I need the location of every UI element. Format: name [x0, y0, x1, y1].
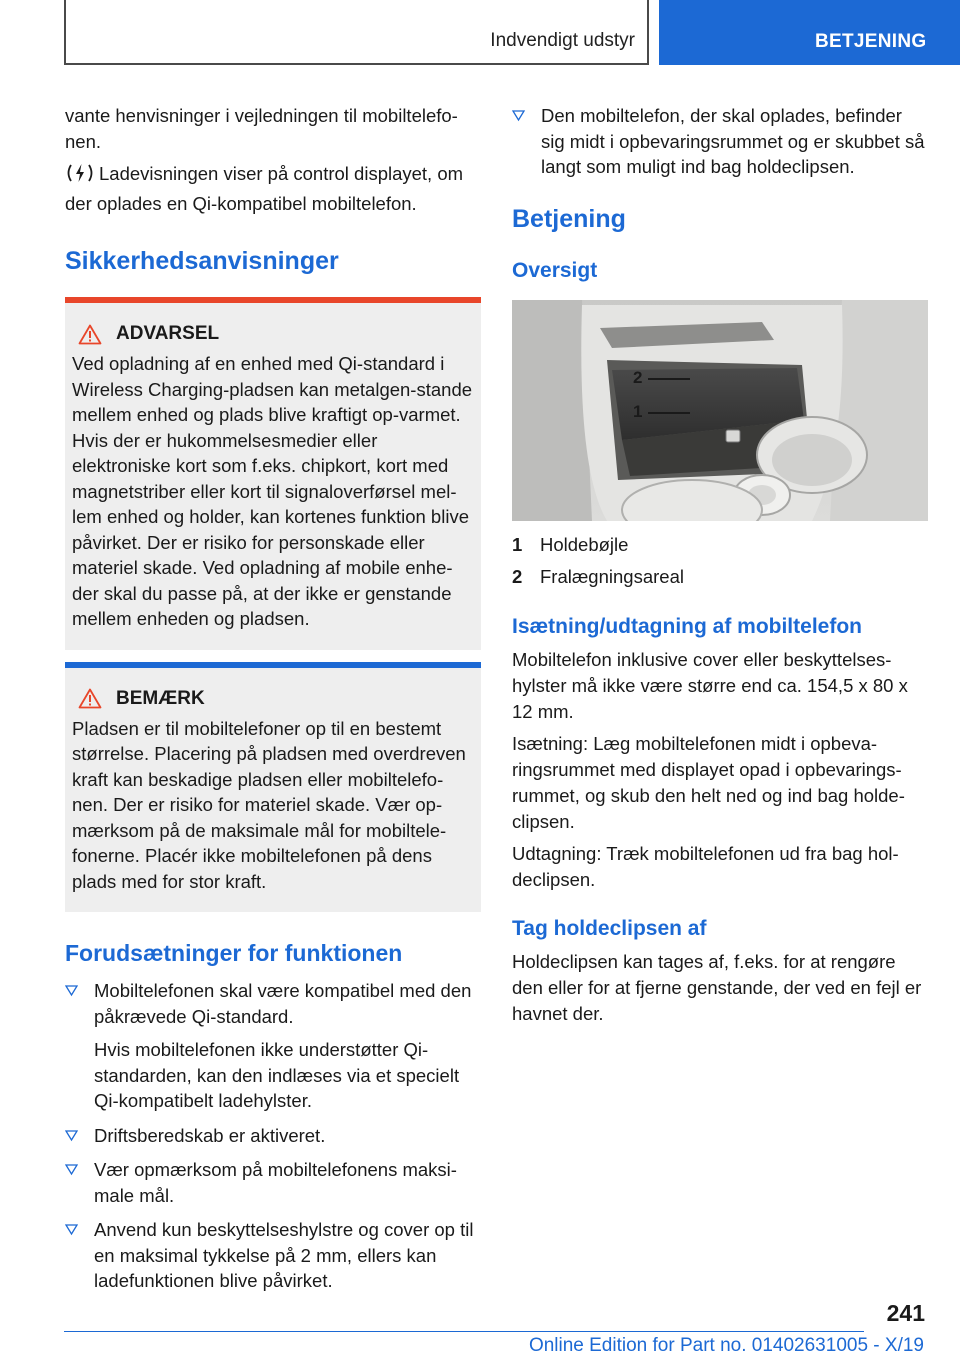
warning-box	[65, 297, 481, 650]
list-item-text: Driftsberedskab er aktiveret.	[94, 1124, 326, 1146]
list-item-text: Den mobiltelefon, der skal oplades, befinder sig midt i opbevaringsrummet og er skubbet så langt som muligt ind bag holdeclipsen.	[541, 105, 925, 177]
page-number: 241	[886, 1300, 925, 1326]
overview-heading: Oversigt	[512, 258, 598, 282]
triangle-bullet-icon	[65, 1223, 78, 1236]
triangle-bullet-icon	[65, 1163, 78, 1176]
right-column	[512, 103, 928, 1027]
footer-divider	[64, 1331, 864, 1332]
list-item	[512, 103, 928, 180]
chapter-title: Indvendigt udstyr	[490, 30, 635, 51]
legend-label: Holdebøjle	[540, 533, 629, 555]
list-item-subtext: Hvis mobiltelefonen ikke understøtter Qi-standarden, kan den indlæses via et specielt Qi-kompatibelt ladehylster.	[94, 1039, 460, 1111]
figure-legend	[512, 529, 928, 593]
indicator-paragraph	[65, 161, 481, 217]
note-label: BEMÆRK	[116, 687, 205, 709]
list-item-text: Mobiltelefonen skal være kompatibel med den påkrævede Qi-standard.	[94, 980, 472, 1027]
section-tab-label: BETJENING	[815, 31, 927, 52]
warning-header	[72, 323, 474, 345]
callout-1-leader	[648, 412, 690, 414]
legend-label: Fralægningsareal	[540, 565, 684, 587]
safety-heading: Sikkerhedsanvisninger	[65, 247, 339, 275]
note-header	[72, 688, 474, 710]
header-section-tab	[659, 0, 960, 65]
list-item	[65, 1123, 481, 1149]
insert-paragraph-3: Udtagning: Træk mobiltelefonen ud fra bag hol-declipsen.	[512, 842, 899, 890]
note-box	[65, 662, 481, 913]
operation-heading: Betjening	[512, 204, 626, 233]
header-chapter-box	[64, 0, 649, 65]
requirements-heading: Forudsætninger for funktionen	[65, 940, 403, 966]
left-column	[65, 103, 481, 1294]
list-item	[65, 1157, 481, 1208]
list-item-text: Vær opmærksom på mobiltelefonens maksi-male mål.	[94, 1159, 457, 1206]
charging-tray-photo	[512, 300, 928, 521]
indicator-text: Ladevisningen viser på control displayet, om der oplades en Qi-kompatibel mobiltelefon.	[65, 163, 464, 214]
insert-heading: Isætning/udtagning af mobiltelefon	[512, 614, 862, 638]
wireless-charging-icon	[65, 162, 95, 191]
legend-number: 2	[512, 565, 523, 587]
insert-paragraph-1: Mobiltelefon inklusive cover eller beskyttelses-hylster må ikke være større end ca. 154,5 x 80 x 12 mm.	[512, 648, 908, 722]
legend-item	[512, 561, 928, 593]
warning-triangle-icon	[78, 324, 102, 345]
list-item	[65, 1217, 481, 1294]
legend-item	[512, 529, 928, 561]
caution-triangle-icon	[78, 688, 102, 709]
remove-clip-paragraph: Holdeclipsen kan tages af, f.eks. for at rengøre den eller for at fjerne genstande, der ved en fejl er havnet der.	[512, 950, 922, 1024]
remove-clip-heading: Tag holdeclipsen af	[512, 916, 707, 940]
legend-number: 1	[512, 533, 523, 555]
list-item-text: Anvend kun beskyttelseshylstre og cover op til en maksimal tykkelse på 2 mm, ellers kan ladefunktionen blive påvirket.	[94, 1219, 474, 1291]
intro-text: vante henvisninger i vejledningen til mobiltelefo-nen.	[65, 105, 458, 152]
console-illustration	[512, 300, 928, 521]
triangle-bullet-icon	[512, 109, 525, 122]
callout-2: 2	[633, 367, 643, 387]
footer-edition-text: Online Edition for Part no. 01402631005 - X/19	[528, 1335, 924, 1356]
callout-2-leader	[648, 378, 690, 380]
warning-label: ADVARSEL	[116, 323, 220, 344]
warning-text: Ved opladning af en enhed med Qi-standard i Wireless Charging-pladsen kan metalgen-stande mellem enhed og plads blive kraftigt op-varmet. Hvis der er hukommelsesmedier eller elektroniske kort som f.eks. chipkort, kort med magnetstriber eller kort til signaloverførsel mel-lem enhed og holder, kan kortenes funktion blive påvirket. Der er risiko for personskade eller materiel skade. Ved opladning af mobile enhe-der skal du passe på, at der ikke er genstande mellem enheden og pladsen.	[72, 353, 473, 629]
triangle-bullet-icon	[65, 1129, 78, 1142]
requirements-list	[65, 978, 481, 1294]
insert-paragraph-2: Isætning: Læg mobiltelefonen midt i opbeva-ringsrummet med displayet opad i opbevarings-rummet, og skub den helt ned og ind bag holde-clipsen.	[512, 732, 905, 832]
triangle-bullet-icon	[65, 984, 78, 997]
list-item	[65, 978, 481, 1114]
note-text: Pladsen er til mobiltelefoner op til en bestemt størrelse. Placering på pladsen med overdreven kraft kan beskadige pladsen eller mobiltelefo-nen. Der er risiko for materiel skade. Vær op-mærksom på de maksimale mål for mobiltele-fonerne. Placér ikke mobiltelefonen på dens plads med for stor kraft.	[72, 717, 466, 892]
callout-1: 1	[633, 401, 643, 421]
